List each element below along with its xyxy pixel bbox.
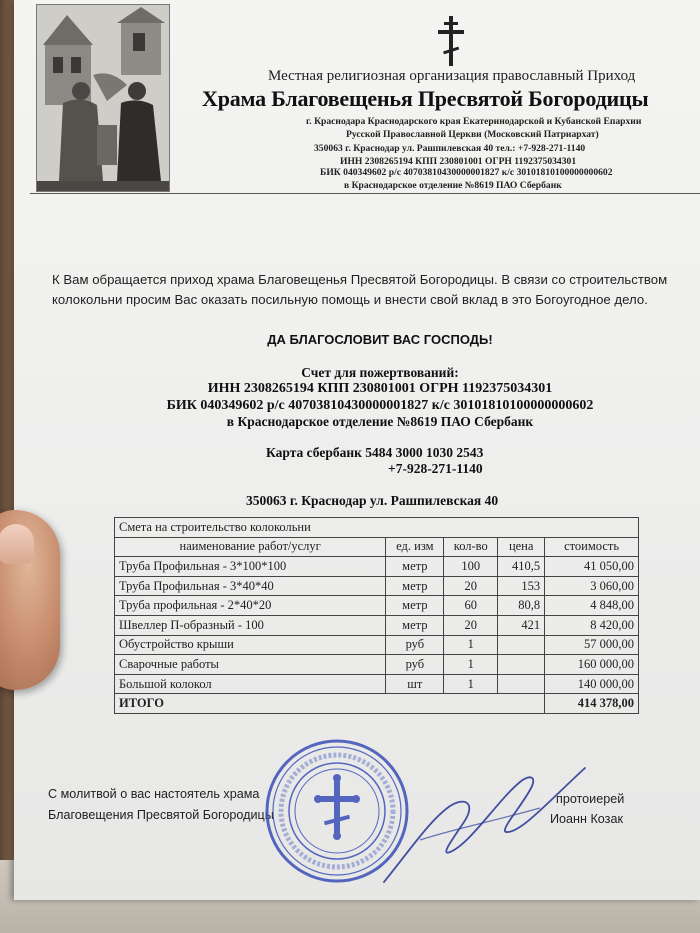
- item-qty: 1: [444, 655, 498, 675]
- header-detail: БИК 040349602 р/с 40703810430000001827 к/с 30101810100000000602: [320, 167, 613, 178]
- signatory-name: Иоанн Козак: [550, 812, 623, 826]
- account-title: Счет для пожертвований:: [301, 365, 459, 380]
- address-line: 350063 г. Краснодар ул. Рашпилевская 40: [246, 493, 499, 508]
- item-name: Труба Профильная - 3*40*40: [115, 576, 386, 596]
- item-qty: 60: [444, 596, 498, 616]
- item-name: Швеллер П-образный - 100: [115, 615, 386, 635]
- table-row: [115, 557, 639, 577]
- estimate-table: [114, 517, 639, 714]
- total-value: 414 378,00: [545, 694, 639, 714]
- item-price: 421: [498, 615, 545, 635]
- header-detail: г. Краснодара Краснодарского края Екатеринодарской и Кубанской Епархии: [306, 116, 642, 127]
- item-price: [498, 635, 545, 655]
- item-cost: 3 060,00: [545, 576, 639, 596]
- item-unit: метр: [386, 596, 444, 616]
- table-row: [115, 615, 639, 635]
- total-label: ИТОГО: [115, 694, 545, 714]
- closing-line: Благовещения Пресвятой Богородицы: [48, 808, 274, 822]
- item-qty: 100: [444, 557, 498, 577]
- item-cost: 57 000,00: [545, 635, 639, 655]
- table-row: [115, 635, 639, 655]
- column-header: наименование работ/услуг: [115, 537, 386, 557]
- column-header: цена: [498, 537, 545, 557]
- table-row: [115, 576, 639, 596]
- church-name: Храма Благовещенья Пресвятой Богородицы: [202, 86, 649, 111]
- item-price: 410,5: [498, 557, 545, 577]
- account-line: БИК 040349602 р/с 40703810430000001827 к/с 30101810100000000602: [166, 398, 594, 413]
- header-detail: 350063 г. Краснодар ул. Рашпилевская 40 тел.: +7-928-271-1140: [314, 143, 586, 154]
- item-qty: 20: [444, 615, 498, 635]
- item-cost: 41 050,00: [545, 557, 639, 577]
- item-name: Труба Профильная - 3*100*100: [115, 557, 386, 577]
- holding-thumb: [0, 510, 60, 690]
- blessing-heading: ДА БЛАГОСЛОВИТ ВАС ГОСПОДЬ!: [267, 332, 493, 347]
- annunciation-icon: [36, 4, 170, 192]
- closing-line: С молитвой о вас настоятель храма: [48, 787, 260, 801]
- item-price: 153: [498, 576, 545, 596]
- item-name: Сварочные работы: [115, 655, 386, 675]
- item-unit: шт: [386, 674, 444, 694]
- header-detail: в Краснодарское отделение №8619 ПАО Сбербанк: [344, 180, 562, 191]
- organization-line: Местная религиозная организация православный Приход: [268, 68, 636, 84]
- item-qty: 20: [444, 576, 498, 596]
- item-price: [498, 655, 545, 675]
- handwritten-signature: [380, 760, 590, 890]
- table-title-row: [115, 518, 639, 538]
- table-row: [115, 674, 639, 694]
- item-unit: руб: [386, 655, 444, 675]
- item-price: [498, 674, 545, 694]
- item-cost: 8 420,00: [545, 615, 639, 635]
- item-cost: 4 848,00: [545, 596, 639, 616]
- table-title: Смета на строительство колокольни: [115, 518, 545, 538]
- item-qty: 1: [444, 674, 498, 694]
- item-cost: 160 000,00: [545, 655, 639, 675]
- account-line: ИНН 2308265194 КПП 230801001 ОГРН 1192375034301: [207, 381, 553, 396]
- orthodox-cross-icon: [438, 16, 464, 66]
- thumb-nail: [0, 524, 34, 564]
- appeal-text: [52, 270, 682, 310]
- table-row: [115, 596, 639, 616]
- item-unit: метр: [386, 576, 444, 596]
- column-header: стоимость: [545, 537, 639, 557]
- appeal-line: колокольни просим Вас оказать посильную помощь и внести свой вклад в это Богоугодное дело.: [52, 292, 648, 307]
- signatory-title: протоиерей: [556, 792, 625, 806]
- column-header: ед. изм: [386, 537, 444, 557]
- appeal-line: К Вам обращается приход храма Благовещенья Пресвятой Богородицы. В связи со строительством: [52, 272, 668, 287]
- item-cost: 140 000,00: [545, 674, 639, 694]
- column-header: кол-во: [444, 537, 498, 557]
- header-detail: ИНН 2308265194 КПП 230801001 ОГРН 1192375034301: [340, 156, 577, 167]
- item-name: Обустройство крыши: [115, 635, 386, 655]
- phone-number: +7-928-271-1140: [388, 461, 483, 476]
- item-unit: руб: [386, 635, 444, 655]
- account-line: в Краснодарское отделение №8619 ПАО Сбербанк: [226, 414, 534, 429]
- card-number: Карта сбербанк 5484 3000 1030 2543: [266, 445, 484, 460]
- total-row: [115, 694, 639, 714]
- item-unit: метр: [386, 557, 444, 577]
- item-name: Труба профильная - 2*40*20: [115, 596, 386, 616]
- item-name: Большой колокол: [115, 674, 386, 694]
- item-price: 80,8: [498, 596, 545, 616]
- header-detail: Русской Православной Церкви (Московский Патриархат): [346, 129, 599, 140]
- table-row: [115, 655, 639, 675]
- item-unit: метр: [386, 615, 444, 635]
- table-header-row: [115, 537, 639, 557]
- item-qty: 1: [444, 635, 498, 655]
- header-divider: [30, 193, 700, 194]
